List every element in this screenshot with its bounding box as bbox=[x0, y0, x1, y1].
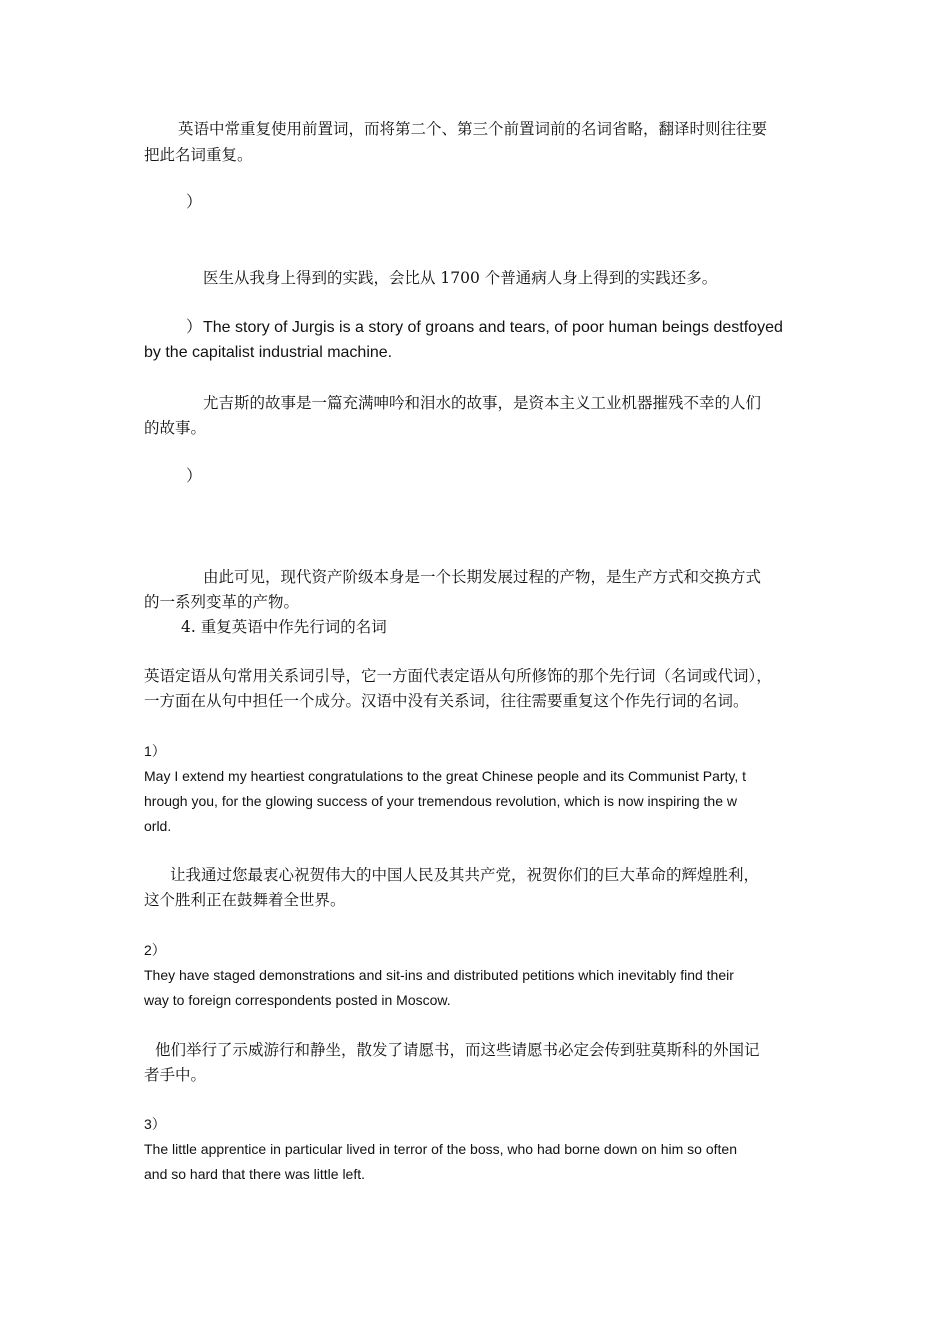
example-1-zh-line-1: 让我通过您最衷心祝贺伟大的中国人民及其共产党，祝贺你们的巨大革命的辉煌胜利， bbox=[170, 866, 760, 884]
example-1-en-line-2: hrough you, for the glowing success of your tremendous revolution, which is now inspiring the w bbox=[144, 793, 737, 809]
example-2-number: 2） bbox=[144, 942, 166, 958]
example-a-translation: 医生从我身上得到的实践，会比从 1700 个普通病人身上得到的实践还多。 bbox=[203, 269, 718, 287]
example-b-en-line-1: The story of Jurgis is a story of groans and tears, of poor human beings destfoyed bbox=[203, 319, 783, 336]
example-1-en-line-1: May I extend my heartiest congratulations to the great Chinese people and its Communist Party, t bbox=[144, 768, 747, 784]
example-b-marker: ） bbox=[186, 319, 203, 336]
example-b-en-line-2: by the capitalist industrial machine. bbox=[144, 344, 393, 361]
example-c-marker: ） bbox=[186, 468, 203, 485]
example-3-number: 3） bbox=[144, 1116, 166, 1132]
intro-line-2: 把此名词重复。 bbox=[144, 146, 253, 164]
section-4-heading: 4. 重复英语中作先行词的名词 bbox=[181, 618, 387, 636]
example-3-en-line-1: The little apprentice in particular lived in terror of the boss, who had borne down on him so often bbox=[144, 1141, 737, 1157]
example-1-zh-line-2: 这个胜利正在鼓舞着全世界。 bbox=[144, 891, 346, 909]
example-b-zh-line-2: 的故事。 bbox=[144, 419, 207, 437]
example-1-en-line-3: orld. bbox=[144, 818, 172, 834]
example-b-zh-line-1: 尤吉斯的故事是一篇充满呻吟和泪水的故事，是资本主义工业机器摧残不幸的人们 bbox=[203, 394, 762, 412]
example-a-marker: ） bbox=[186, 194, 203, 211]
example-c-zh-line-1: 由此可见，现代资产阶级本身是一个长期发展过程的产物，是生产方式和交换方式 bbox=[203, 568, 762, 586]
section-4-intro-line-1: 英语定语从句常用关系词引导，它一方面代表定语从句所修饰的那个先行词（名词或代词）， bbox=[144, 667, 772, 685]
intro-line-1: 英语中常重复使用前置词，而将第二个、第三个前置词前的名词省略，翻译时则往往要 bbox=[178, 120, 768, 138]
example-c-zh-line-2: 的一系列变革的产物。 bbox=[144, 593, 300, 611]
example-1-number: 1） bbox=[144, 743, 166, 759]
example-3-en-line-2: and so hard that there was little left. bbox=[144, 1166, 366, 1182]
example-2-zh-line-1: 他们举行了示威游行和静坐，散发了请愿书，而这些请愿书必定会传到驻莫斯科的外国记 bbox=[155, 1041, 760, 1059]
section-4-intro-line-2: 一方面在从句中担任一个成分。汉语中没有关系词，往往需要重复这个作先行词的名词。 bbox=[144, 692, 749, 710]
example-2-zh-line-2: 者手中。 bbox=[144, 1066, 207, 1084]
example-2-en-line-2: way to foreign correspondents posted in Moscow. bbox=[144, 992, 451, 1008]
example-2-en-line-1: They have staged demonstrations and sit-ins and distributed petitions which inevitably find their bbox=[144, 967, 734, 983]
